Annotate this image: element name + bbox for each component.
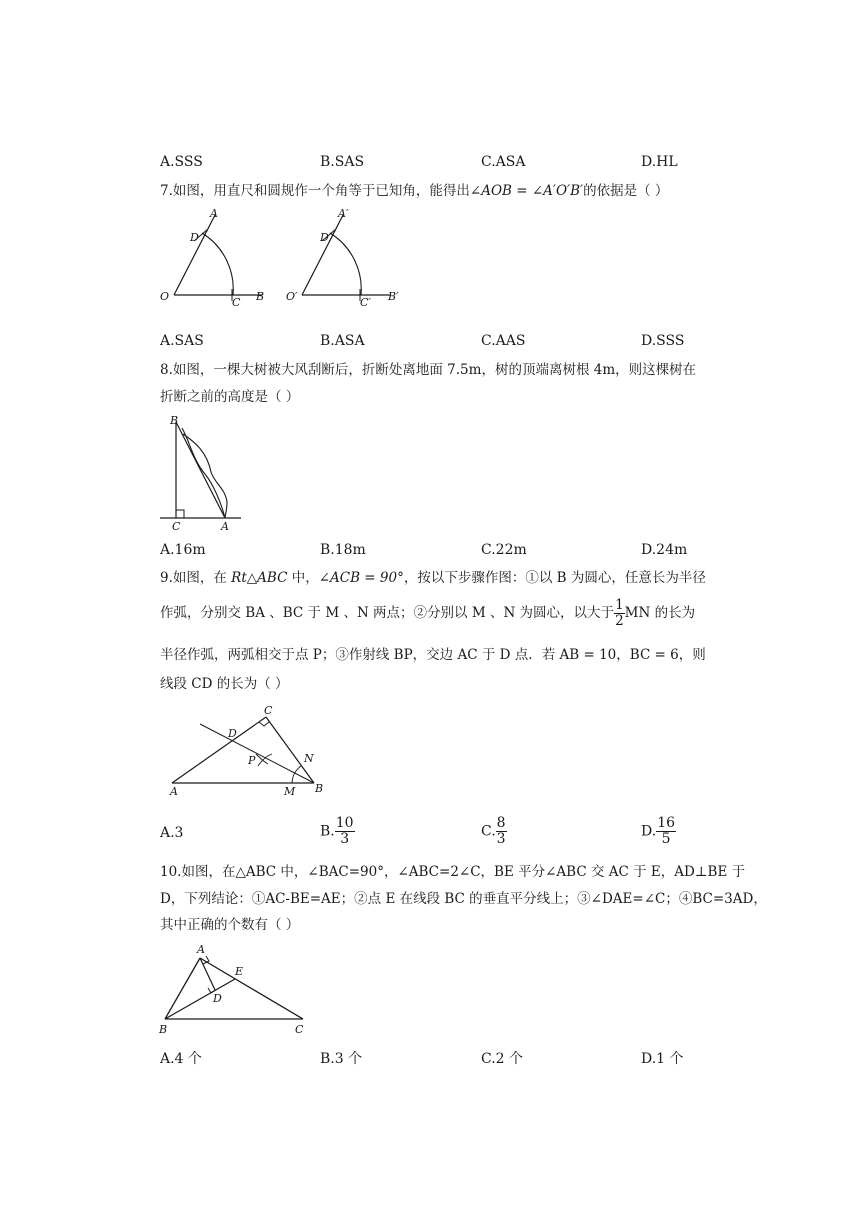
q9-option-b-prefix: B. (320, 823, 335, 840)
q7-option-b: B.ASA (320, 333, 365, 349)
q6-option-b: B.SAS (320, 154, 365, 170)
q9-option-c-prefix: C. (481, 823, 496, 840)
q9-option-d-fraction (656, 816, 676, 847)
q7-fig1-label-o: O (160, 290, 170, 303)
q8-option-b: B.18m (320, 542, 366, 558)
q7-fig2-label-b: B′ (388, 290, 399, 303)
q10-option-a: A.4 个 (160, 1051, 202, 1067)
q9-option-d-prefix: D. (641, 823, 657, 840)
q8-label-a: A (221, 520, 229, 533)
q9-option-b-num: 10 (335, 815, 354, 831)
q10-option-b: B.3 个 (320, 1051, 363, 1067)
q9-label-m: M (284, 785, 296, 798)
q6-option-d: D.HL (641, 154, 678, 170)
q9-option-c-den: 3 (496, 831, 506, 847)
q9-line2-frac-den: 2 (615, 613, 624, 629)
q9-option-a: A.3 (160, 825, 184, 841)
q9-line1-c: ，按以下步骤作图：①以 B 为圆心，任意长为半径 (403, 570, 706, 586)
q9-option-c-fraction (496, 816, 507, 847)
q9-label-n: N (304, 752, 314, 765)
q9-label-d: D (228, 727, 237, 740)
q8-option-a: A.16m (160, 542, 206, 558)
q9-option-b (320, 816, 355, 847)
q9-option-d (641, 816, 676, 847)
q7-figure-original-angle (150, 205, 280, 315)
q8-figure-broken-tree (155, 412, 250, 534)
q7-option-a: A.SAS (160, 333, 204, 349)
q10-label-c: C (295, 1023, 304, 1036)
q9-stem-line3: 半径作弧，两弧相交于点 P；③作射线 BP，交边 AC 于 D 点．若 AB = 10，BC = 6，则 (160, 647, 706, 663)
q9-label-c: C (264, 704, 273, 717)
q9-line1-math2: ∠ACB = 90° (318, 570, 404, 586)
q7-fig1-label-a: A (210, 207, 218, 220)
q10-option-d: D.1 个 (641, 1051, 684, 1067)
q9-line1-math1: Rt△ABC (231, 570, 288, 586)
q10-stem-line2: D，下列结论：①AC-BE=AE；②点 E 在线段 BC 的垂直平分线上；③∠DAE=∠C；④BC=3AD， (160, 891, 767, 907)
q10-option-c: C.2 个 (481, 1051, 524, 1067)
q6-option-a: A.SSS (160, 154, 203, 170)
q9-label-p: P (248, 754, 256, 767)
q10-stem-line3: 其中正确的个数有（ ） (160, 917, 300, 933)
q8-stem-line2: 折断之前的高度是（ ） (160, 389, 300, 405)
q9-line2-a: 作弧，分别交 BA 、BC 于 M 、N 两点；②分别以 M 、N 为圆心，以大于 (160, 605, 615, 621)
q9-option-c-num: 8 (496, 815, 506, 831)
q9-option-c (481, 816, 507, 847)
q7-fig2-label-a: A′ (338, 207, 349, 220)
q9-figure-triangle (160, 700, 330, 800)
q10-stem-line1: 10.如图，在△ABC 中，∠BAC=90°，∠ABC=2∠C，BE 平分∠ABC 交 AC 于 E，AD⊥BE 于 (160, 864, 746, 880)
q7-fig1-label-c: C (232, 296, 241, 309)
q7-fig2-label-d: D′ (320, 231, 332, 244)
q7-option-c: C.AAS (481, 333, 526, 349)
q9-line2-frac-num: 1 (615, 597, 624, 613)
q8-label-b: B (170, 414, 179, 427)
q9-stem-line1 (160, 568, 706, 588)
q9-option-d-num: 16 (657, 815, 676, 831)
q9-line1-b: 中， (287, 570, 319, 586)
q9-label-b: B (315, 782, 324, 795)
q7-figure-copied-angle (278, 205, 408, 315)
q10-figure-triangle (155, 942, 315, 1037)
q9-option-b-fraction (335, 816, 355, 847)
q8-label-c: C (172, 520, 181, 533)
q9-line2-fraction (614, 598, 625, 629)
q9-line2-b: MN 的长为 (624, 605, 696, 621)
q7-stem (160, 181, 668, 201)
q7-stem-suffix: 的依据是（ ） (583, 183, 669, 199)
q7-stem-math: ∠AOB = ∠A′O′B′ (469, 183, 584, 199)
q8-option-d: D.24m (641, 542, 688, 558)
q9-stem-line2 (160, 598, 695, 629)
q10-label-d: D (213, 992, 222, 1005)
q7-fig2-label-o: O′ (286, 290, 298, 303)
q10-label-e: E (235, 965, 244, 978)
q9-label-a: A (170, 785, 178, 798)
q7-option-d: D.SSS (641, 333, 685, 349)
q7-fig2-label-c: C′ (360, 296, 371, 309)
q9-option-d-den: 5 (661, 831, 671, 847)
q7-stem-prefix: 7.如图，用直尺和圆规作一个角等于已知角，能得出 (160, 183, 470, 199)
q8-option-c: C.22m (481, 542, 527, 558)
q6-option-c: C.ASA (481, 154, 526, 170)
q10-label-b: B (159, 1023, 168, 1036)
q9-stem-line4: 线段 CD 的长为（ ） (160, 676, 289, 692)
q8-stem-line1: 8.如图，一棵大树被大风刮断后，折断处离地面 7.5m，树的顶端离树根 4m，则这棵树在 (160, 362, 697, 378)
q10-label-a: A (197, 943, 205, 956)
q7-fig1-label-d: D (190, 231, 199, 244)
q9-line1-a: 9.如图，在 (160, 570, 232, 586)
q9-option-b-den: 3 (340, 831, 350, 847)
q7-fig1-label-b: B (256, 290, 265, 303)
